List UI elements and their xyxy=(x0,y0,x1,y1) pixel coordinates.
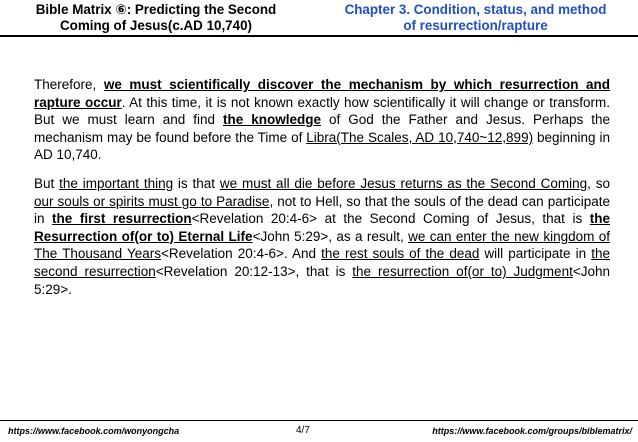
text-run: beginning in AD 10,740. xyxy=(34,129,610,163)
underlined-text: the second resurrection xyxy=(34,246,610,279)
footer-left-link[interactable]: https://www.facebook.com/wonyongcha xyxy=(8,426,180,436)
header-right-title xyxy=(323,2,628,34)
body-content xyxy=(34,76,610,309)
underlined-text: the important thing xyxy=(59,175,174,191)
text-run: , not to Hell, so that the souls of the dead can participate in xyxy=(34,193,610,227)
page-number: 4/7 xyxy=(296,425,310,436)
paragraph-1 xyxy=(34,76,610,164)
text-run: <John 5:29>. xyxy=(34,263,610,297)
footer-divider xyxy=(0,420,638,421)
text-run: <Revelation 20:12-13>, that is xyxy=(155,263,353,279)
text-run: is that xyxy=(173,175,220,191)
text-run: of God the Father and Jesus. Perhaps the mechanism may be found before the Time of xyxy=(34,112,610,145)
text-run: . At this time, it is not known exactly how scientifically it will change or transform. But we must learn and find xyxy=(34,94,610,128)
header-left-line1: Bible Matrix ⑥: Predicting the Second xyxy=(35,2,277,17)
text-run: <Revelation 20:4-6> at the Second Coming of Jesus, that is xyxy=(191,211,590,227)
paragraph-2 xyxy=(34,175,610,298)
footer-right-link[interactable]: https://www.facebook.com/groups/biblematrix/ xyxy=(432,426,632,436)
header-divider xyxy=(0,35,638,37)
header-right-line2: of resurrection/rapture xyxy=(403,18,548,33)
text-run: Therefore, xyxy=(34,77,104,92)
emphasis-text: the knowledge xyxy=(222,112,321,128)
text-run: <Revelation 20:4-6>. And xyxy=(161,246,322,262)
underlined-text: the rest souls of the dead xyxy=(321,246,480,262)
header-left-title xyxy=(6,2,306,34)
header-right-line1: Chapter 3. Condition, status, and method xyxy=(344,2,607,17)
underlined-text: we can enter the new kingdom of The Thousand Years xyxy=(34,228,610,262)
emphasis-text: the first resurrection xyxy=(52,211,192,227)
underlined-text: we must all die before Jesus returns as the Second Coming xyxy=(219,175,588,191)
underlined-text: Libra(The Scales, AD 10,740~12,899) xyxy=(306,129,534,145)
emphasis-text: we must scientifically discover the mechanism by which resurrection and rapture occur xyxy=(34,77,610,110)
text-run: <John 5:29>, as a result, xyxy=(252,228,409,244)
emphasis-text: the Resurrection of(or to) Eternal Life xyxy=(34,211,610,244)
header-left-line2: Coming of Jesus(c.AD 10,740) xyxy=(60,18,252,33)
text-run: But xyxy=(34,175,60,191)
text-run: will participate in xyxy=(479,246,592,262)
text-run: , so xyxy=(587,175,610,191)
underlined-text: the resurrection of(or to) Judgment xyxy=(352,263,573,279)
underlined-text: our souls or spirits must go to Paradise xyxy=(34,193,270,209)
